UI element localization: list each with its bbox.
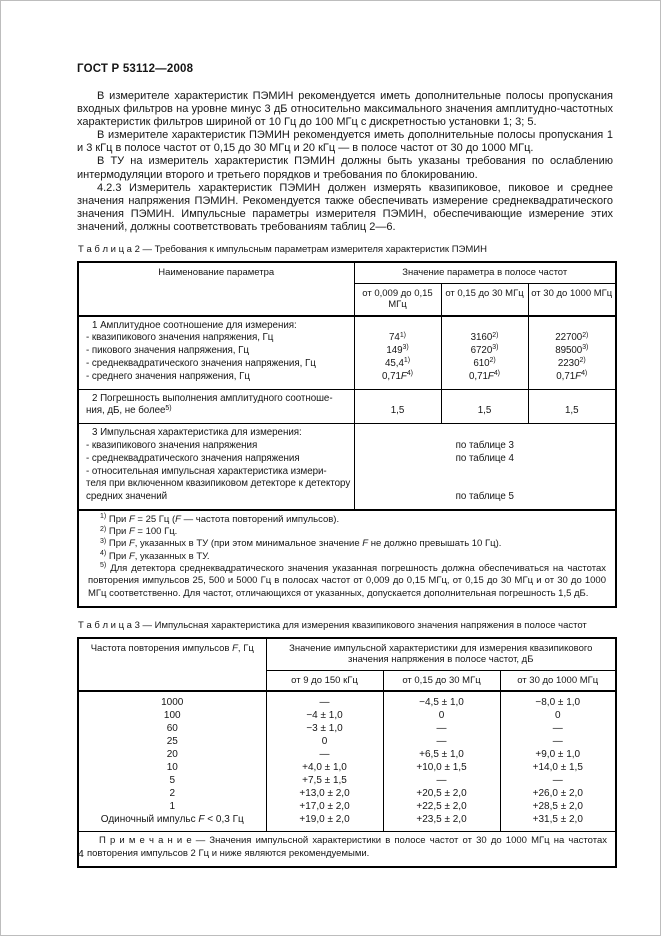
table-cell: 1 xyxy=(78,800,266,813)
table2-footnotes-row xyxy=(78,510,616,607)
table-row xyxy=(78,761,616,774)
table-cell: — xyxy=(383,735,500,748)
table-cell: — xyxy=(266,691,383,709)
table-cell: +31,5 ± 2,0 xyxy=(500,813,616,832)
cell-line: 3160$^{2)}$ xyxy=(470,331,499,344)
table-cell: +14,0 ± 1,5 xyxy=(500,761,616,774)
table-cell: 60 xyxy=(78,722,266,735)
cell-line: теля при включенном квазипиковом детекторе к детектору xyxy=(86,478,351,490)
cell-line xyxy=(357,393,439,406)
table-cell: +28,5 ± 2,0 xyxy=(500,800,616,813)
table2-footnotes xyxy=(78,510,616,607)
table-cell: 0 xyxy=(266,735,383,748)
table2-footer xyxy=(78,510,616,607)
cell-line: - квазипикового значения напряжения xyxy=(86,439,258,451)
table-cell xyxy=(354,424,616,510)
table-cell xyxy=(78,389,354,424)
cell-line: 1 Амплитудное соотношение для измерения: xyxy=(92,319,297,331)
cell-line xyxy=(531,320,614,333)
cell-line: $0,71F^{4)}$ xyxy=(469,369,500,382)
table2-header-param: Наименование параметра xyxy=(78,262,354,316)
table-cell: +22,5 ± 2,0 xyxy=(383,800,500,813)
cell-line: 610$^{2)}$ xyxy=(473,357,496,369)
cell-line: 45,4$^{1)}$ xyxy=(385,357,410,369)
table2-header-row xyxy=(78,262,616,283)
cell-line xyxy=(531,393,614,406)
table-cell xyxy=(354,316,441,389)
cell-line xyxy=(444,393,526,406)
cell-line: ния, дБ, не более$^{5)}$ xyxy=(86,404,172,417)
footnote: $^{5)}$ Для детектора среднеквадратического значения указанная погрешность должна обеспечиваться на частотах повторения импульсов 25, 500 и 5000 Гц в полосах частот от 0,009 до 0,15 МГц, от 0,15 до 30 МГц и от 30 до 1000 МГц соответственно. Для частот, отличающихся от указанных, допускается дополнительная погрешность 1,5 дБ. xyxy=(88,562,606,599)
cell-line: $0,71F^{4)}$ xyxy=(382,369,413,382)
cell-line: - квазипикового значения напряжения, Гц xyxy=(86,332,274,344)
table-row xyxy=(78,735,616,748)
table-cell: — xyxy=(383,774,500,787)
table-cell: +20,5 ± 2,0 xyxy=(383,787,500,800)
table-cell: — xyxy=(500,722,616,735)
cell-line: - пикового значения напряжения, Гц xyxy=(86,345,249,357)
table2-caption: Т а б л и ц а 2 — Требования к импульсным параметрам измерителя характеристик ПЭМИН xyxy=(78,244,487,256)
table3-header-freq: Частота повторения импульсов F, Гц xyxy=(78,638,266,692)
table-cell: — xyxy=(383,722,500,735)
paragraph: В измерителе характеристик ПЭМИН рекомендуется иметь дополнительные полосы пропускания входных фильтров на уровне минус 3 дБ относительно максимального значения амплитудно-частотных характеристик фильтров шириной от 10 Гц до 100 МГц с дискретностью установки 1; 3; 5. xyxy=(77,90,613,129)
table-cell xyxy=(78,424,354,510)
table-cell: −4,5 ± 1,0 xyxy=(383,691,500,709)
table2-header xyxy=(78,262,616,316)
table2-body xyxy=(78,316,616,510)
table-cell: 1000 xyxy=(78,691,266,709)
table-row xyxy=(78,774,616,787)
table-cell xyxy=(441,389,528,424)
table-cell: 20 xyxy=(78,748,266,761)
table3-caption: Т а б л и ц а 3 — Импульсная характеристика для измерения квазипикового значения напряжения в полосе частот xyxy=(78,619,587,631)
table-cell xyxy=(528,316,616,389)
table-cell: +6,5 ± 1,0 xyxy=(383,748,500,761)
table-cell: +19,0 ± 2,0 xyxy=(266,813,383,832)
table-cell: +17,0 ± 2,0 xyxy=(266,800,383,813)
table-cell: — xyxy=(266,748,383,761)
table2-header-span: Значение параметра в полосе частот xyxy=(354,262,616,283)
table-cell: +7,5 ± 1,5 xyxy=(266,774,383,787)
cell-line: 1,5 xyxy=(477,405,492,417)
cell-line: средних значений xyxy=(86,491,168,503)
table-row xyxy=(78,389,616,424)
cell-line xyxy=(357,466,614,479)
table3-header-span: Значение импульсной характеристики для измерения квазипикового значения напряжения в полосе частот, дБ xyxy=(266,638,616,671)
table-cell: +4,0 ± 1,0 xyxy=(266,761,383,774)
table-cell: 0 xyxy=(383,709,500,722)
cell-line: - относительная импульсная характеристика измери- xyxy=(86,465,327,477)
cell-line: 2230$^{2)}$ xyxy=(557,357,586,369)
table3-note: П р и м е ч а н и е — Значения импульсной характеристики в полосе частот от 30 до 1000 МГц на частотах повторения импульсов 2 Гц и ниже являются рекомендуемыми. xyxy=(87,835,607,859)
cell-line: по таблице 5 xyxy=(455,491,514,503)
table-cell xyxy=(528,389,616,424)
table-row xyxy=(78,800,616,813)
table-cell: 2 xyxy=(78,787,266,800)
table2 xyxy=(77,261,617,608)
table-cell xyxy=(78,316,354,389)
cell-line: 3 Импульсная характеристика для измерения: xyxy=(92,427,302,439)
table3 xyxy=(77,637,617,868)
cell-line: по таблице 4 xyxy=(455,452,514,464)
table-row xyxy=(78,316,616,389)
table3-col-header-3: от 30 до 1000 МГц xyxy=(500,670,616,691)
table-cell: +23,5 ± 2,0 xyxy=(383,813,500,832)
table-cell: 25 xyxy=(78,735,266,748)
cell-line: - среднего значения напряжения, Гц xyxy=(86,370,250,382)
table2-col-header-1: от 0,009 до 0,15 МГц xyxy=(354,283,441,316)
table3-note-cell xyxy=(78,832,616,867)
cell-line: - среднеквадратического значения напряжения, Гц xyxy=(86,357,316,369)
cell-line: $0,71F^{4)}$ xyxy=(556,369,588,382)
table2-col-header-3: от 30 до 1000 МГц xyxy=(528,283,616,316)
table3-header xyxy=(78,638,616,692)
cell-line xyxy=(357,427,614,440)
page-number: 4 xyxy=(78,848,84,860)
cell-line: 1,5 xyxy=(390,405,405,417)
paragraphs xyxy=(77,90,613,234)
footnote: $^{3)}$ При F, указанных в ТУ (при этом минимальное значение F не должно превышать 10 Гц). xyxy=(100,537,502,550)
table-row xyxy=(78,691,616,709)
table3-col-header-1: от 9 до 150 кГц xyxy=(266,670,383,691)
cell-line: - среднеквадратического значения напряжения xyxy=(86,452,300,464)
table-cell: +13,0 ± 2,0 xyxy=(266,787,383,800)
table-row xyxy=(78,722,616,735)
table-row xyxy=(78,748,616,761)
cell-line xyxy=(357,320,439,333)
cell-line xyxy=(357,478,614,491)
table-cell xyxy=(441,316,528,389)
table3-footer xyxy=(78,832,616,867)
cell-line: по таблице 3 xyxy=(455,439,514,451)
table-cell: −8,0 ± 1,0 xyxy=(500,691,616,709)
table-cell: Одиночный импульс F < 0,3 Гц xyxy=(78,813,266,832)
table2-col-header-2: от 0,15 до 30 МГц xyxy=(441,283,528,316)
table3-header-row xyxy=(78,638,616,671)
cell-line: 74$^{1)}$ xyxy=(389,331,406,344)
cell-line: 1,5 xyxy=(565,405,579,417)
table-cell: −3 ± 1,0 xyxy=(266,722,383,735)
table-cell xyxy=(354,389,441,424)
table-row xyxy=(78,424,616,510)
cell-line: 2 Погрешность выполнения амплитудного соотноше- xyxy=(92,392,333,404)
table-cell: 100 xyxy=(78,709,266,722)
footnote: $^{1)}$ При F = 25 Гц (F — частота повторений импульсов). xyxy=(100,513,340,525)
table-row xyxy=(78,787,616,800)
footnote: $^{2)}$ При F = 100 Гц. xyxy=(100,525,178,538)
table-cell: +10,0 ± 1,5 xyxy=(383,761,500,774)
paragraph: 4.2.3 Измеритель характеристик ПЭМИН должен измерять квазипиковое, пиковое и среднее значения напряжения ПЭМИН. Рекомендуется также обеспечивать измерение среднеквадратического значения ПЭМИН. Импульсные параметры измерителя ПЭМИН, обеспечивающие измерение этих значений, должны соответствовать требованиям таблиц 2—6. xyxy=(77,181,613,233)
table-cell: 5 xyxy=(78,774,266,787)
table-cell: 0 xyxy=(500,709,616,722)
cell-line xyxy=(444,320,526,333)
table-cell: +9,0 ± 1,0 xyxy=(500,748,616,761)
paragraph: В измерителе характеристик ПЭМИН рекомендуется иметь дополнительные полосы пропускания 1 и 3 кГц в полосе частот от 0,15 до 30 МГц и 20 кГц — в полосе частот от 30 до 1000 МГц. xyxy=(77,129,613,155)
table-row xyxy=(78,709,616,722)
cell-line: 6720$^{3)}$ xyxy=(470,344,499,357)
cell-line: 22700$^{2)}$ xyxy=(555,331,589,344)
table3-note-row xyxy=(78,832,616,867)
table-cell: 10 xyxy=(78,761,266,774)
cell-line: 89500$^{3)}$ xyxy=(555,344,589,357)
footnote: $^{4)}$ При F, указанных в ТУ. xyxy=(100,550,210,562)
table-cell: +26,0 ± 2,0 xyxy=(500,787,616,800)
table3-col-header-2: от 0,15 до 30 МГц xyxy=(383,670,500,691)
table-row xyxy=(78,813,616,832)
paragraph: В ТУ на измеритель характеристик ПЭМИН должны быть указаны требования по ослаблению интермодуляции второго и третьего порядков и требования по блокированию. xyxy=(77,155,613,181)
cell-line: 149$^{3)}$ xyxy=(386,344,409,357)
table3-body xyxy=(78,691,616,832)
table-cell: −4 ± 1,0 xyxy=(266,709,383,722)
table-cell: — xyxy=(500,774,616,787)
table-cell: — xyxy=(500,735,616,748)
document-code: ГОСТ Р 53112—2008 xyxy=(77,63,194,75)
